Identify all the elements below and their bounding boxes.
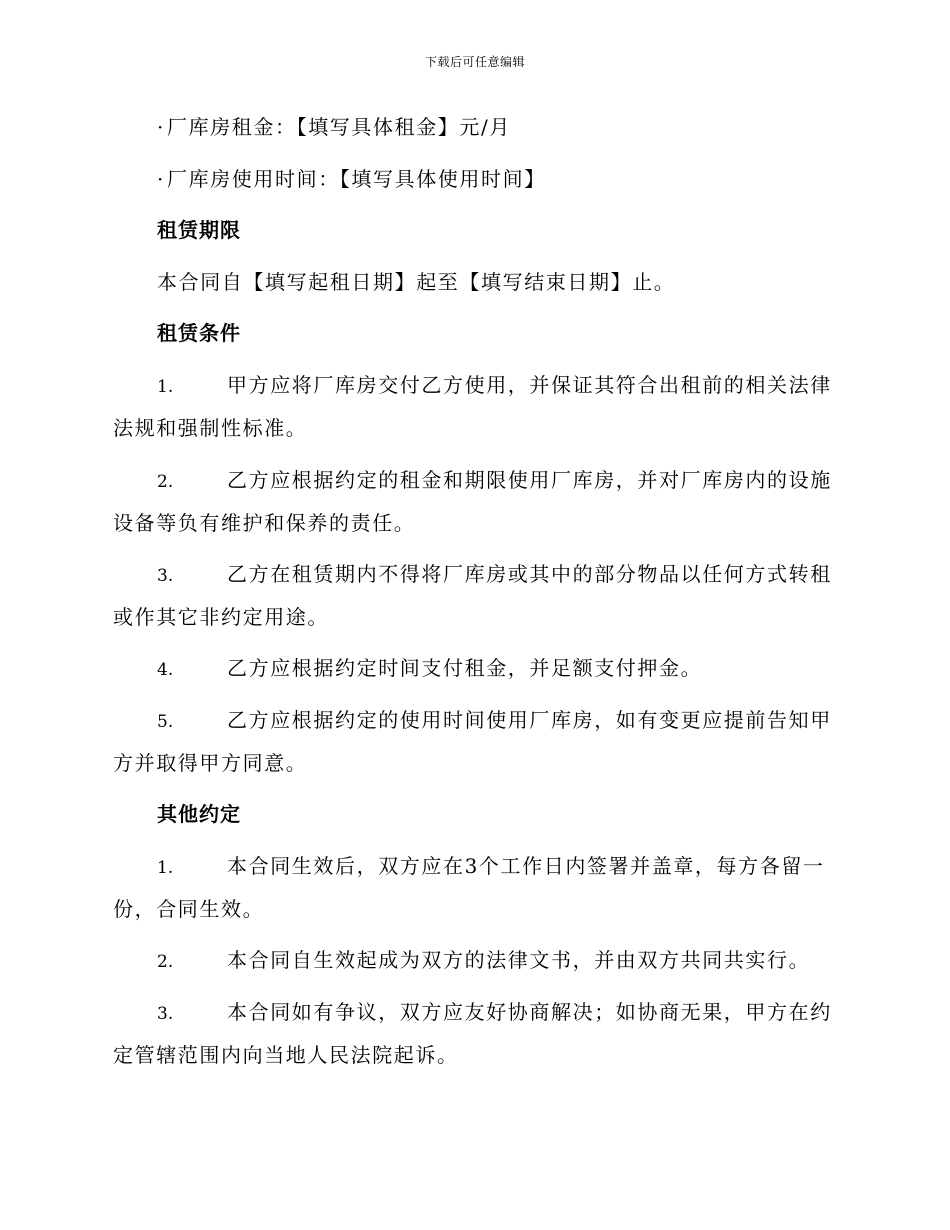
bullet-dot: · bbox=[157, 115, 165, 139]
section-body-lease-term: 本合同自【填写起租日期】起至【填写结束日期】止。 bbox=[157, 270, 676, 294]
item-number: 5. bbox=[157, 712, 174, 732]
bullet-dot: · bbox=[157, 167, 165, 191]
section-heading-other-agreements: 其他约定 bbox=[157, 802, 241, 826]
bullet-text: 厂库房租金：【填写具体租金】元/月 bbox=[167, 115, 511, 139]
list-item bbox=[113, 559, 833, 591]
list-item bbox=[113, 370, 833, 402]
item-text: 甲方应将厂库房交付乙方使用，并保证其符合出租前的相关法律 bbox=[227, 373, 832, 397]
section-heading-lease-conditions: 租赁条件 bbox=[157, 321, 241, 345]
list-item bbox=[113, 851, 833, 883]
list-item bbox=[113, 945, 833, 977]
item-number: 1. bbox=[157, 858, 174, 878]
item-number: 2. bbox=[157, 472, 174, 492]
bullet-item-rent bbox=[157, 112, 877, 142]
list-item-continuation: 份，合同生效。 bbox=[113, 897, 265, 921]
list-item-continuation: 法规和强制性标准。 bbox=[113, 416, 308, 440]
list-item bbox=[113, 465, 833, 497]
header-note: 下载后可任意编辑 bbox=[424, 55, 525, 69]
item-text: 乙方应根据约定的租金和期限使用厂库房，并对厂库房内的设施 bbox=[227, 468, 832, 492]
item-number: 1. bbox=[157, 377, 174, 397]
item-text: 乙方应根据约定时间支付租金，并足额支付押金。 bbox=[227, 656, 703, 680]
item-text: 本合同自生效起成为双方的法律文书，并由双方共同共实行。 bbox=[227, 948, 811, 972]
bullet-item-usage-time bbox=[157, 164, 877, 194]
list-item-continuation: 定管辖范围内向当地人民法院起诉。 bbox=[113, 1043, 459, 1067]
list-item-continuation: 方并取得甲方同意。 bbox=[113, 751, 308, 775]
section-heading-lease-term: 租赁期限 bbox=[157, 218, 241, 242]
item-text: 本合同如有争议，双方应友好协商解决；如协商无果，甲方在约 bbox=[227, 1000, 832, 1024]
item-text: 乙方应根据约定的使用时间使用厂库房，如有变更应提前告知甲 bbox=[227, 708, 832, 732]
item-number: 4. bbox=[157, 660, 174, 680]
item-number: 2. bbox=[157, 952, 174, 972]
list-item bbox=[113, 653, 833, 685]
list-item bbox=[113, 705, 833, 737]
list-item bbox=[113, 997, 833, 1029]
item-number: 3. bbox=[157, 1004, 174, 1024]
list-item-continuation: 或作其它非约定用途。 bbox=[113, 605, 329, 629]
item-number: 3. bbox=[157, 566, 174, 586]
item-text: 乙方在租赁期内不得将厂库房或其中的部分物品以任何方式转租 bbox=[227, 562, 832, 586]
item-text: 本合同生效后，双方应在3个工作日内签署并盖章，每方各留一 bbox=[227, 854, 825, 878]
bullet-text: 厂库房使用时间：【填写具体使用时间】 bbox=[167, 167, 546, 191]
list-item-continuation: 设备等负有维护和保养的责任。 bbox=[113, 511, 416, 535]
